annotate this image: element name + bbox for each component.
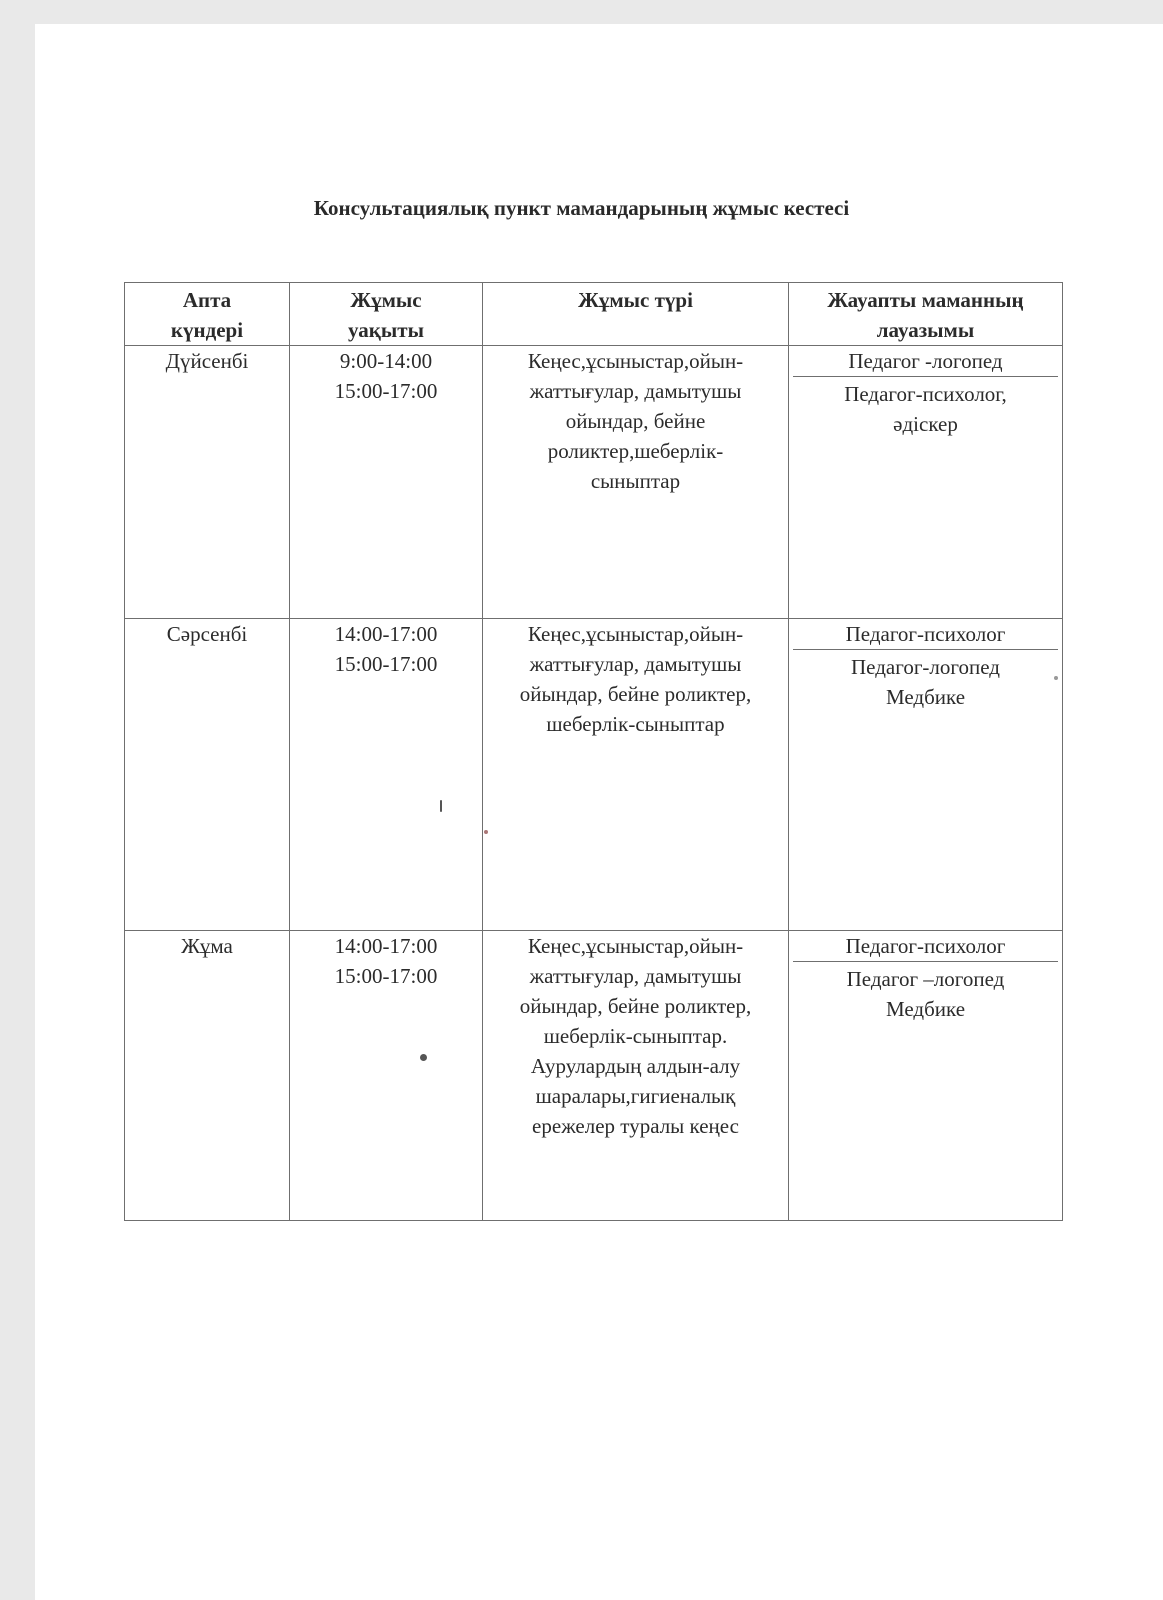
table-row (125, 931, 1063, 1221)
header-row (125, 283, 1063, 346)
time-line: 15:00-17:00 (334, 652, 438, 676)
time-cell (290, 619, 483, 931)
work-type-cell (483, 931, 789, 1221)
work-line: шаралары,гигиеналық (535, 1084, 736, 1108)
work-line: Кеңес,ұсыныстар,ойын- (527, 622, 744, 646)
work-line: ойындар, бейне роликтер, (519, 994, 752, 1018)
time-line: 15:00-17:00 (334, 964, 438, 988)
time-line: 9:00-14:00 (339, 349, 433, 373)
staff-cell (789, 346, 1063, 619)
staff-primary: Педагог -логопед (793, 346, 1058, 377)
work-line: роликтер,шеберлік- (547, 439, 724, 463)
staff-other: Педагог-психолог, әдіскер (844, 382, 1007, 436)
header-work-type: Жұмыс түрі (483, 283, 789, 346)
staff-primary: Педагог-психолог (793, 619, 1058, 650)
work-line: Кеңес,ұсыныстар,ойын- (527, 934, 744, 958)
work-line: Кеңес,ұсыныстар,ойын- (527, 349, 744, 373)
day-cell: Сәрсенбі (125, 619, 290, 931)
header-responsible-staff: Жауапты маманның лауазымы (789, 283, 1063, 346)
table-row (125, 346, 1063, 619)
day-cell: Жұма (125, 931, 290, 1221)
work-line: шеберлік-сыныптар (546, 712, 725, 736)
table-row (125, 619, 1063, 931)
work-type-cell (483, 619, 789, 931)
time-line: 15:00-17:00 (334, 379, 438, 403)
staff-cell (789, 931, 1063, 1221)
time-cell (290, 931, 483, 1221)
staff-other: Педагог-логопед Медбике (851, 655, 1000, 709)
document-title: Консультациялық пункт мамандарының жұмыс кестесі (313, 196, 850, 220)
header-time: Жұмыс уақыты (290, 283, 483, 346)
work-line: ойындар, бейне роликтер, (519, 682, 752, 706)
work-type-cell (483, 346, 789, 619)
work-line: жаттығулар, дамытушы (529, 379, 742, 403)
time-line: 14:00-17:00 (334, 622, 438, 646)
work-line: сыныптар (590, 469, 681, 493)
staff-cell (789, 619, 1063, 931)
work-line: ережелер туралы кеңес (532, 1114, 739, 1138)
work-line: ойындар, бейне (565, 409, 706, 433)
work-line: жаттығулар, дамытушы (529, 964, 742, 988)
work-line: жаттығулар, дамытушы (529, 652, 742, 676)
work-line: шеберлік-сыныптар. (543, 1024, 728, 1048)
time-cell (290, 346, 483, 619)
header-day: Апта күндері (125, 283, 290, 346)
staff-other: Педагог –логопед Медбике (846, 967, 1005, 1021)
time-line: 14:00-17:00 (334, 934, 438, 958)
day-cell: Дүйсенбі (125, 346, 290, 619)
staff-primary: Педагог-психолог (793, 931, 1058, 962)
schedule-table (124, 282, 1063, 1221)
work-line: Аурулардың алдын-алу (530, 1054, 741, 1078)
